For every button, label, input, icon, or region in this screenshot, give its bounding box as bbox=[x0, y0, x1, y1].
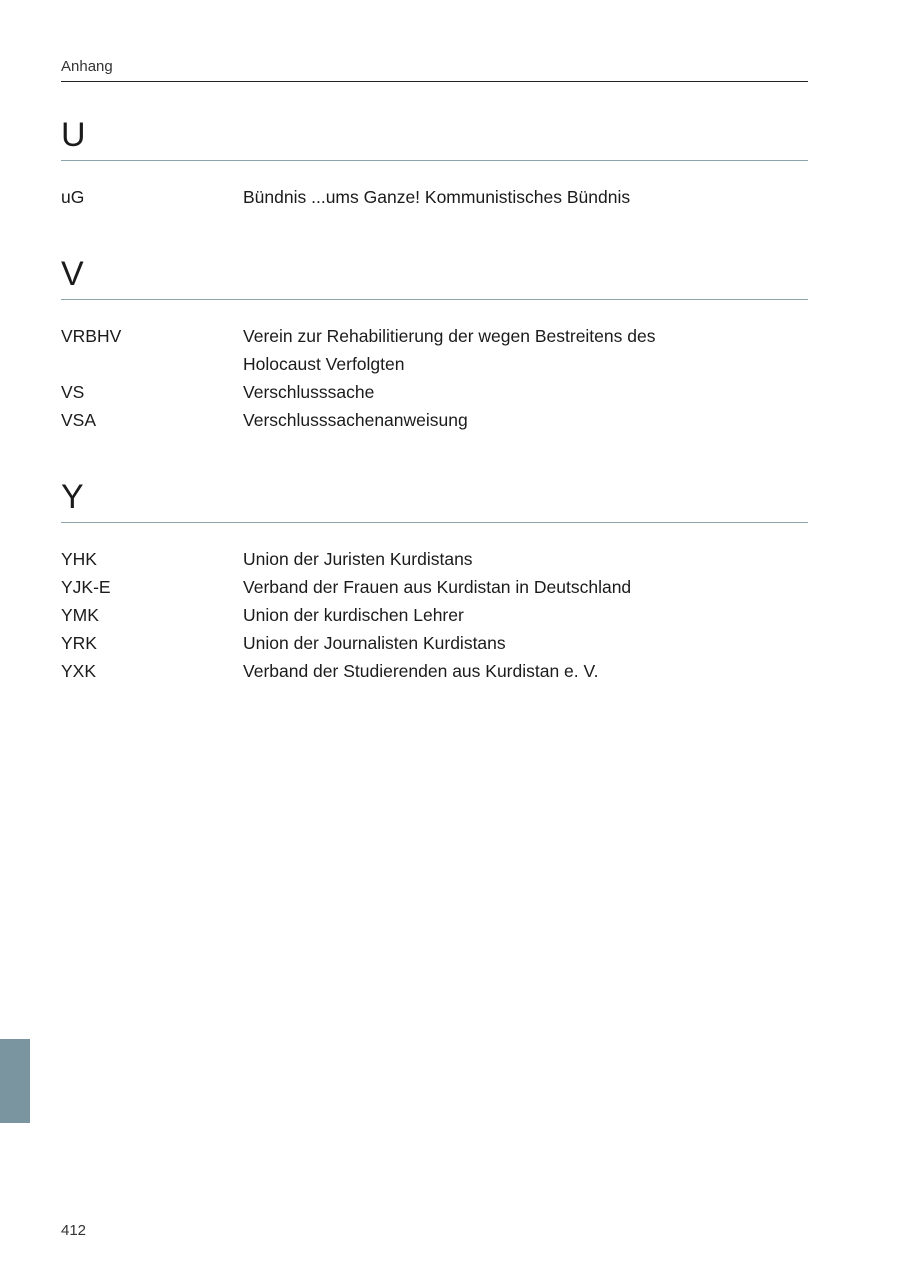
entry-row bbox=[61, 601, 808, 629]
entry-row bbox=[61, 573, 808, 601]
entry-row bbox=[61, 183, 808, 211]
section-y bbox=[61, 480, 808, 685]
entry-abbreviation: YMK bbox=[61, 605, 99, 625]
entry-definition: Verschlusssachenanweisung bbox=[243, 410, 468, 430]
section-letter: U bbox=[61, 118, 808, 161]
section-letter: Y bbox=[61, 480, 808, 523]
entry-definition: Bündnis ...ums Ganze! Kommunistisches Bündnis bbox=[243, 187, 631, 207]
entry-row bbox=[61, 545, 808, 573]
entry-row bbox=[61, 378, 808, 406]
running-header-title: Anhang bbox=[61, 58, 113, 75]
running-header bbox=[61, 58, 808, 82]
entry-abbreviation: YXK bbox=[61, 661, 97, 681]
entry-list bbox=[61, 545, 808, 685]
entry-row bbox=[61, 629, 808, 657]
chapter-thumb-tab bbox=[0, 1039, 30, 1123]
entry-row bbox=[61, 657, 808, 685]
entry-definition: Union der Journalisten Kurdistans bbox=[243, 633, 506, 653]
entry-definition: Verschlusssache bbox=[243, 382, 375, 402]
entry-definition: Union der kurdischen Lehrer bbox=[243, 605, 464, 625]
entry-abbreviation: uG bbox=[61, 187, 85, 207]
entry-abbreviation: YRK bbox=[61, 633, 97, 653]
entry-definition: Verband der Studierenden aus Kurdistan e. V. bbox=[243, 661, 599, 681]
entry-definition: Verband der Frauen aus Kurdistan in Deutschland bbox=[243, 577, 632, 597]
section-letter: V bbox=[61, 257, 808, 300]
entry-abbreviation: YJK-E bbox=[61, 577, 111, 597]
entry-definition: Verein zur Rehabilitierung der wegen Bestreitens des Holocaust Verfolgten bbox=[243, 326, 656, 374]
entry-abbreviation: VS bbox=[61, 382, 85, 402]
section-u bbox=[61, 118, 808, 211]
entry-row bbox=[61, 406, 808, 434]
page-number: 412 bbox=[61, 1222, 87, 1239]
entry-list bbox=[61, 183, 808, 211]
entry-abbreviation: VRBHV bbox=[61, 326, 122, 346]
entry-list bbox=[61, 322, 808, 434]
entry-row bbox=[61, 322, 808, 378]
entry-definition: Union der Juristen Kurdistans bbox=[243, 549, 473, 569]
entry-abbreviation: YHK bbox=[61, 549, 97, 569]
entry-abbreviation: VSA bbox=[61, 410, 97, 430]
section-v bbox=[61, 257, 808, 434]
